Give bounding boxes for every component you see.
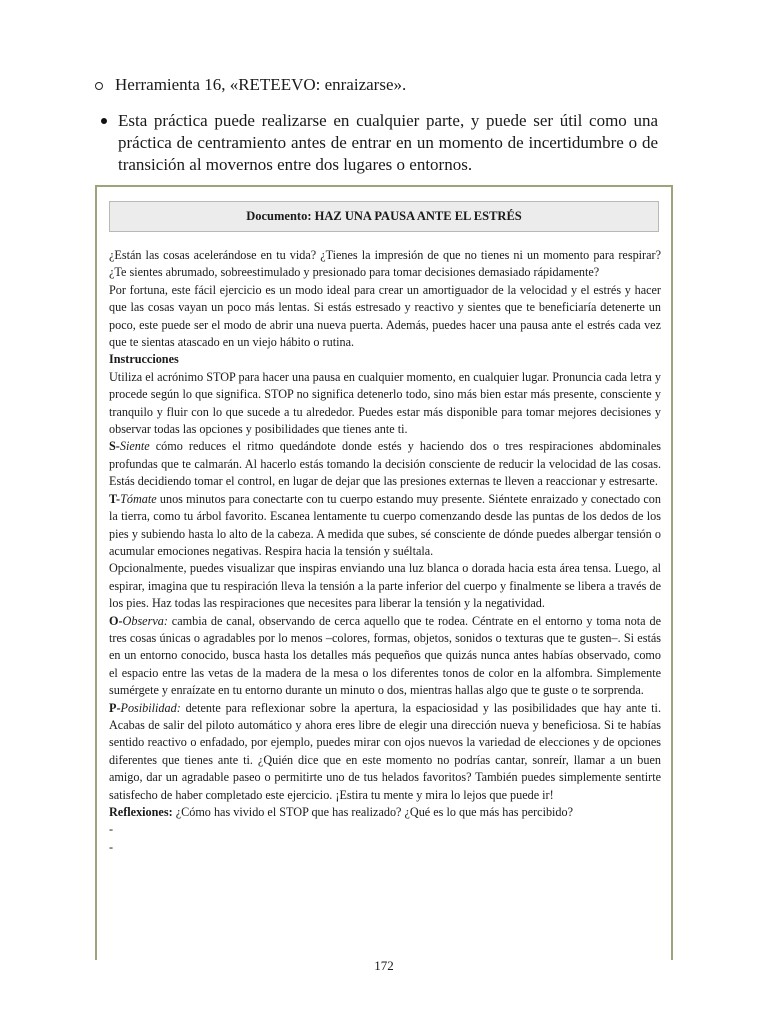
answer-line-1: -: [109, 822, 114, 837]
sub-bullet-text: Herramienta 16, «RETEEVO: enraizarse».: [115, 75, 407, 94]
instructions-heading: Instrucciones: [109, 352, 179, 367]
reflections-heading: Reflexiones:: [109, 805, 173, 819]
step-s-text: cómo reduces el ritmo quedándote donde estés y haciendo dos o tres respiraciones abdominales profundas que te calmarán. Al hacerlo estás tomando la decisión consciente de reducir la velocidad de las cosas. Estás decidiendo tomar el control, en lugar de dejar que las presiones externas te lleven a reaccionar y estresarte.: [109, 439, 661, 489]
step-p-text: detente para reflexionar sobre la apertura, la espaciosidad y las posibilidades que hay ante ti. Acabas de salir del piloto automático y ahora eres libre de elegir una dirección nueva y beneficiosa. Si te habías sentido reactivo o enfadado, por ejemplo, puedes mirar con ojos nuevos la variedad de elecciones y de opciones diferentes que tienes ante ti. ¿Quién dice que en este momento no podrías cantar, sonreír, llamar a un buen amigo, dar un agradable paseo o permitirte uno de tus helados favoritos? También puedes simplemente sentirte satisfecho de haber completado este ejercicio. ¡Estira tu mente y mira lo lejos que puede ir!: [109, 700, 661, 802]
sub-bullet-item: [115, 74, 406, 96]
document-box: [95, 185, 673, 960]
step-o-text: cambia de canal, observando de cerca aquello que te rodea. Céntrate en el entorno y toma nota de tres cosas únicas o agradables por lo menos –colores, formas, objetos, sonidos o texturas que te gusten–. Si estás en un entorno conocido, busca hasta los detalles más pequeños que quizás nunca antes habías observado, como el espacio entre las vetas de la madera de la mesa o los diferentes tonos de color en la alfombra. Simplemente sumérgete y enraízate en tu entorno durante un minuto o dos, mientras hallas algo que te guste o te sorprenda.: [109, 613, 661, 698]
document-content: [109, 247, 661, 856]
reflections-text: ¿Cómo has vivido el STOP que has realizado? ¿Qué es lo que más has percibido?: [172, 805, 574, 819]
bullet-item: [118, 110, 658, 176]
step-p: [109, 700, 661, 804]
paragraph-intro: ¿Están las cosas acelerándose en tu vida? ¿Tienes la impresión de que no tienes ni un momento para respirar? ¿Te sientes abrumado, sobreestimulado y presionado para tomar decisiones demasiado rápidamente?: [109, 248, 661, 280]
instructions-text: Utiliza el acrónimo STOP para hacer una pausa en cualquier momento, en cualquier lugar. Pronuncia cada letra y procede según lo que significa. STOP no significa detenerlo todo, sino más bien estar más presente, consciente y tranquilo y fluir con lo que sucede a tu alrededor. Puedes estar más disponible para tomar mejores decisiones y observar todas las opciones y posibilidades que tienes ante ti.: [109, 369, 661, 437]
step-s-letter: S-: [109, 439, 120, 454]
bullet-text: Esta práctica puede realizarse en cualquier parte, y puede ser útil como una práctica de centramiento antes de entrar en un momento de incertidumbre o de transición al movernos entre dos lugares o entornos.: [118, 111, 658, 174]
step-t-letter: T-: [109, 491, 121, 506]
document-title: Documento: HAZ UNA PAUSA ANTE EL ESTRÉS: [109, 201, 659, 232]
answer-line-2: -: [109, 839, 114, 854]
hollow-bullet-icon: [95, 82, 103, 90]
step-s: [109, 438, 661, 490]
step-s-word: Siente: [119, 439, 150, 454]
step-p-letter: P-: [109, 700, 121, 715]
paragraph-fortune: Por fortuna, este fácil ejercicio es un modo ideal para crear un amortiguador de la velocidad y el estrés y hacer que las cosas vayan un poco más lentas. Si estás estresado y reactivo y sientes que te beneficiaría detenerte un poco, este puede ser el modo de abrir una nueva puerta. Además, puedes hacer una pausa ante el estrés cada vez que te sientas atascado en un viejo hábito o rutina.: [109, 282, 661, 350]
step-o-word: Observa:: [122, 613, 168, 628]
step-p-word: Posibilidad:: [120, 700, 181, 715]
step-t: [109, 491, 661, 561]
step-t-text: unos minutos para conectarte con tu cuerpo estando muy presente. Siéntete enraizado y conectado con la tierra, como tu árbol favorito. Escanea lentamente tu cuerpo comenzando desde las puntas de los dedos de los pies y subiendo hasta lo alto de la cabeza. A medida que subes, sé consciente de dónde puedes albergar tensión o acumular emociones negativas. Respira hacia la tensión y suéltala.: [109, 491, 661, 558]
reflections: [109, 804, 661, 821]
page-number: 172: [374, 958, 394, 973]
bullet-dot-icon: [101, 118, 107, 124]
step-o: [109, 613, 661, 700]
step-t-extra: Opcionalmente, puedes visualizar que inspiras enviando una luz blanca o dorada hacia esta área tensa. Luego, al espirar, imagina que tu respiración lleva la tensión a la parte inferior del cuerpo y finalmente se libera a través de los pies. Haz todas las respiraciones que necesites para liberar la tensión y la negatividad.: [109, 561, 661, 611]
step-o-letter: O-: [109, 613, 123, 628]
step-t-word: Tómate: [120, 491, 157, 506]
